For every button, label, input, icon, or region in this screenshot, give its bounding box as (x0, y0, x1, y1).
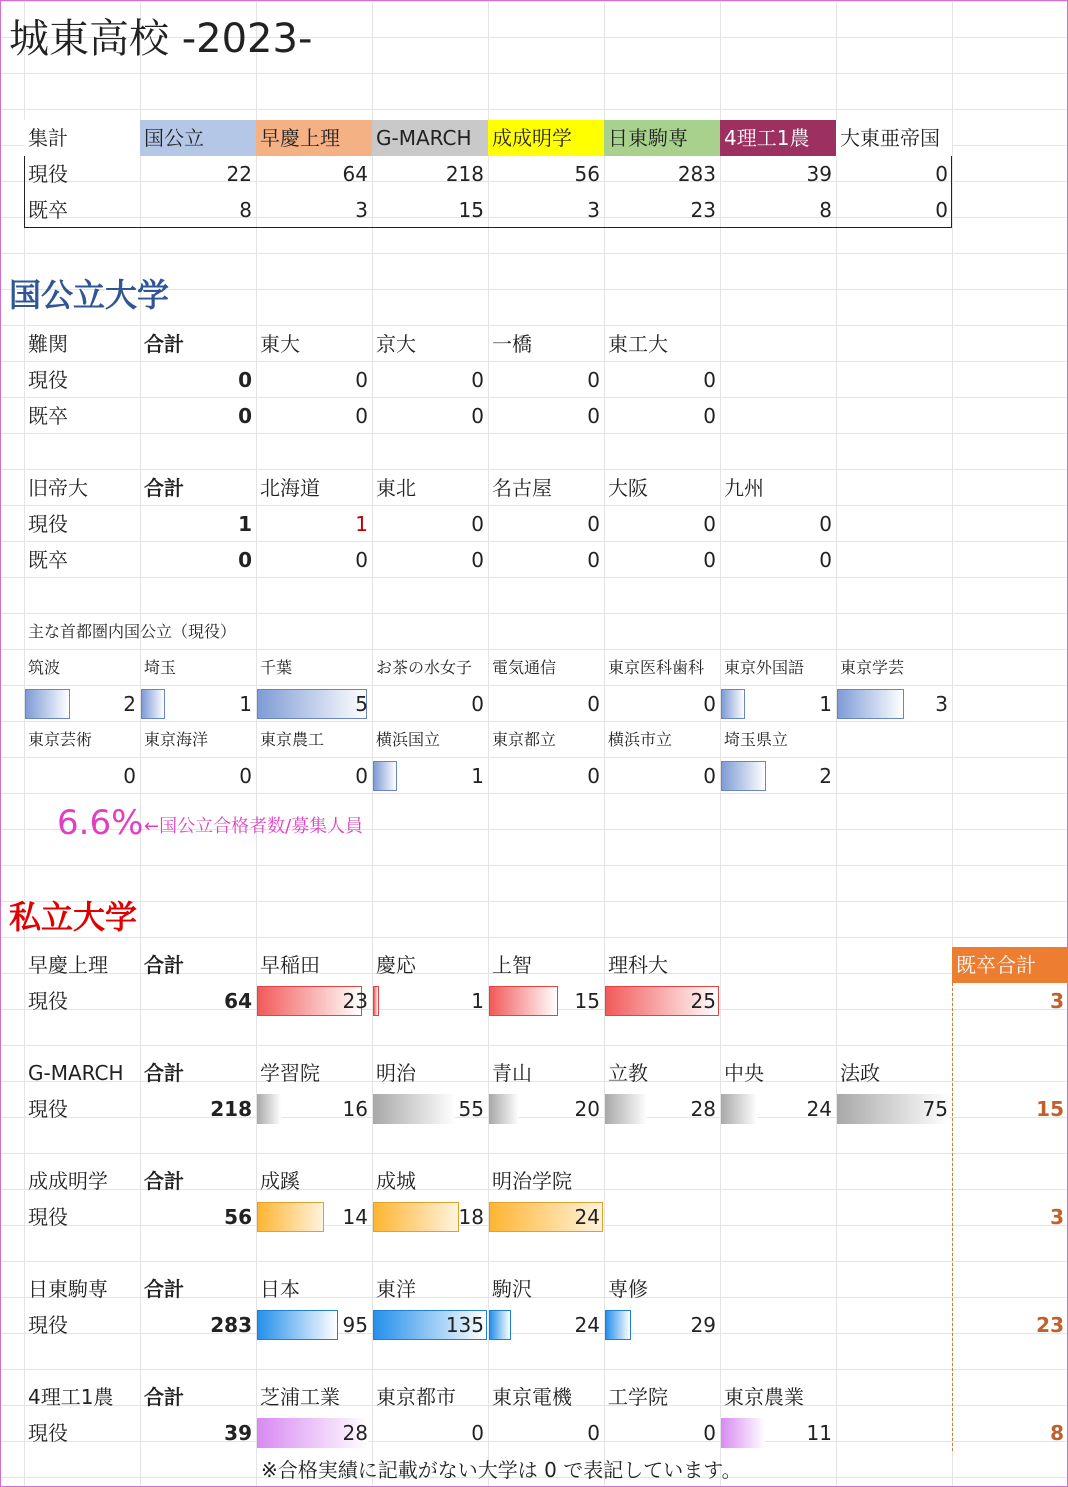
school-name: 北海道 (260, 476, 320, 500)
row-label: 現役 (28, 1313, 68, 1337)
school-name: 東大 (260, 332, 300, 356)
school-value (720, 1415, 836, 1451)
summary-header: G-MARCH (372, 120, 488, 156)
school-value (256, 1307, 372, 1343)
metro-school: 埼玉県立 (724, 730, 789, 749)
group-label: 難関 (28, 332, 68, 356)
data-bar (489, 1094, 519, 1124)
school-value: 0 (587, 368, 600, 392)
metro-value (24, 758, 140, 794)
bar-value: 29 (690, 1313, 716, 1337)
group-label: 4理工1農 (28, 1385, 114, 1409)
metro-school: 電気通信 (492, 658, 557, 677)
school-value: 0 (471, 512, 484, 536)
bar-value: 0 (471, 692, 484, 716)
school-value (256, 1199, 372, 1235)
metro-school: 筑波 (28, 658, 61, 677)
group-label: G-MARCH (28, 1061, 124, 1085)
kisotsu-value: 8 (1050, 1421, 1064, 1445)
bar-value: 0 (587, 1421, 600, 1445)
summary-value: 56 (574, 162, 600, 186)
school-value (372, 1091, 488, 1127)
group-label: 旧帝大 (28, 476, 88, 500)
total-label: 合計 (144, 1061, 184, 1085)
school-name: 明治学院 (492, 1169, 572, 1193)
metro-school: 東京海洋 (144, 730, 209, 749)
row-label: 現役 (28, 512, 68, 536)
metro-value (256, 686, 372, 722)
school-value: 1 (355, 512, 368, 536)
kisotsu-header: 既卒合計 (952, 947, 1068, 983)
school-value: 0 (703, 512, 716, 536)
school-name: 大阪 (608, 476, 648, 500)
school-value: 0 (471, 368, 484, 392)
school-name: 東京都市 (376, 1385, 456, 1409)
total-value: 0 (238, 368, 252, 392)
total-label: 合計 (144, 1277, 184, 1301)
data-bar (257, 1202, 324, 1232)
bar-value: 11 (806, 1421, 832, 1445)
school-value (488, 1199, 604, 1235)
kisotsu-value: 3 (1050, 1205, 1064, 1229)
total-label: 合計 (144, 1385, 184, 1409)
bar-value: 0 (471, 1421, 484, 1445)
data-bar (605, 1094, 647, 1124)
school-name: 成蹊 (260, 1169, 300, 1193)
data-bar (489, 1310, 511, 1340)
data-bar (837, 689, 904, 719)
data-bar (605, 1310, 631, 1340)
school-value (836, 1091, 952, 1127)
school-value (372, 1307, 488, 1343)
school-name: 専修 (608, 1277, 648, 1301)
school-value (372, 1415, 488, 1451)
school-name: 明治 (376, 1061, 416, 1085)
row-label: 現役 (28, 368, 68, 392)
metro-value (140, 758, 256, 794)
school-name: 駒沢 (492, 1277, 532, 1301)
bar-value: 135 (445, 1313, 484, 1337)
school-name: 東北 (376, 476, 416, 500)
total-value: 0 (238, 548, 252, 572)
school-name: 中央 (724, 1061, 764, 1085)
group-label: 成成明学 (28, 1169, 108, 1193)
metro-value (372, 758, 488, 794)
kisotsu-value: 3 (1050, 989, 1064, 1013)
metro-school: 東京学芸 (840, 658, 905, 677)
summary-value: 283 (677, 162, 716, 186)
school-value (488, 1415, 604, 1451)
school-name: 一橋 (492, 332, 532, 356)
row-label: 現役 (28, 1097, 68, 1121)
school-value (604, 1307, 720, 1343)
metro-value (140, 686, 256, 722)
school-value (256, 1415, 372, 1451)
school-value (488, 1091, 604, 1127)
bar-value: 24 (806, 1097, 832, 1121)
metro-school: 東京医科歯科 (608, 658, 705, 677)
school-value (604, 1091, 720, 1127)
school-name: 上智 (492, 953, 532, 977)
bar-value: 0 (355, 764, 368, 788)
bar-value: 75 (922, 1097, 948, 1121)
school-name: 理科大 (608, 953, 668, 977)
school-name: 早稲田 (260, 953, 320, 977)
bar-value: 23 (342, 989, 368, 1013)
metro-school: 千葉 (260, 658, 293, 677)
summary-value: 22 (226, 162, 252, 186)
total-value: 1 (238, 512, 252, 536)
summary-value: 3 (587, 198, 600, 222)
kisotsu-divider (952, 983, 953, 1451)
summary-value: 8 (819, 198, 832, 222)
data-bar (373, 761, 397, 791)
data-bar (257, 1310, 338, 1340)
bar-value: 24 (574, 1313, 600, 1337)
data-bar (373, 1094, 455, 1124)
school-value (256, 983, 372, 1019)
metro-school: 東京都立 (492, 730, 557, 749)
bar-value: 5 (355, 692, 368, 716)
summary-value: 39 (806, 162, 832, 186)
summary-header: 集計 (24, 120, 140, 156)
bar-value: 0 (123, 764, 136, 788)
summary-header: 4理工1農 (720, 120, 836, 156)
metro-value (836, 686, 952, 722)
total-value: 56 (224, 1205, 252, 1229)
metro-title: 主な首都圏内国公立（現役） (28, 622, 237, 641)
school-value: 0 (587, 512, 600, 536)
group-label: 早慶上理 (28, 953, 108, 977)
school-value: 0 (703, 368, 716, 392)
total-label: 合計 (144, 476, 184, 500)
metro-value (24, 686, 140, 722)
data-bar (721, 1418, 765, 1448)
summary-value: 0 (935, 198, 948, 222)
bar-value: 1 (239, 692, 252, 716)
school-value (488, 1307, 604, 1343)
bar-value: 18 (458, 1205, 484, 1229)
row-label: 現役 (28, 989, 68, 1013)
school-name: 東京農業 (724, 1385, 804, 1409)
summary-value: 64 (342, 162, 368, 186)
school-value (372, 983, 488, 1019)
row-label: 既卒 (28, 548, 68, 572)
total-label: 合計 (144, 1169, 184, 1193)
bar-value: 16 (342, 1097, 368, 1121)
data-bar (373, 1202, 459, 1232)
bar-value: 20 (574, 1097, 600, 1121)
national-heading: 国公立大学 (9, 276, 170, 314)
bar-value: 2 (819, 764, 832, 788)
bar-value: 28 (342, 1421, 368, 1445)
school-value (488, 983, 604, 1019)
ratio-value: 6.6% (57, 803, 144, 843)
bar-value: 55 (458, 1097, 484, 1121)
school-name: 名古屋 (492, 476, 552, 500)
metro-value (720, 758, 836, 794)
bar-value: 0 (703, 692, 716, 716)
metro-value (256, 758, 372, 794)
school-value: 0 (819, 512, 832, 536)
kisotsu-value: 15 (1036, 1097, 1064, 1121)
metro-school: 埼玉 (144, 658, 177, 677)
school-name: 学習院 (260, 1061, 320, 1085)
school-name: 九州 (724, 476, 764, 500)
summary-value: 8 (239, 198, 252, 222)
data-bar (257, 1094, 281, 1124)
total-label: 合計 (144, 953, 184, 977)
school-value: 0 (355, 404, 368, 428)
school-value: 0 (587, 404, 600, 428)
school-name: 芝浦工業 (260, 1385, 340, 1409)
school-value: 0 (703, 548, 716, 572)
data-bar (141, 689, 165, 719)
data-bar (721, 761, 766, 791)
school-value: 0 (471, 404, 484, 428)
summary-value: 3 (355, 198, 368, 222)
school-name: 慶応 (376, 953, 416, 977)
metro-school: 東京外国語 (724, 658, 805, 677)
school-name: 日本 (260, 1277, 300, 1301)
data-bar (257, 689, 367, 719)
row-label: 現役 (28, 1421, 68, 1445)
group-label: 日東駒専 (28, 1277, 108, 1301)
school-value (256, 1091, 372, 1127)
bar-value: 95 (342, 1313, 368, 1337)
summary-row-label: 現役 (28, 162, 68, 186)
bar-value: 14 (342, 1205, 368, 1229)
data-bar (25, 689, 70, 719)
metro-value (372, 686, 488, 722)
bar-value: 24 (574, 1205, 600, 1229)
kisotsu-value: 23 (1036, 1313, 1064, 1337)
summary-value: 23 (690, 198, 716, 222)
bar-value: 2 (123, 692, 136, 716)
bar-value: 15 (574, 989, 600, 1013)
school-value (604, 1415, 720, 1451)
school-name: 工学院 (608, 1385, 668, 1409)
school-value (604, 983, 720, 1019)
data-bar (373, 986, 379, 1016)
data-bar (489, 986, 558, 1016)
school-value (372, 1199, 488, 1235)
metro-school: 東京農工 (260, 730, 325, 749)
summary-header: 早慶上理 (256, 120, 372, 156)
metro-school: 東京芸術 (28, 730, 93, 749)
ratio-note: ←国公立合格者数/募集人員 (144, 816, 364, 837)
metro-value (488, 686, 604, 722)
school-value: 0 (703, 404, 716, 428)
summary-header: 成成明学 (488, 120, 604, 156)
metro-value (604, 758, 720, 794)
bar-value: 3 (935, 692, 948, 716)
bar-value: 25 (690, 989, 716, 1013)
total-value: 64 (224, 989, 252, 1013)
bar-value: 0 (239, 764, 252, 788)
row-label: 既卒 (28, 404, 68, 428)
school-name: 法政 (840, 1061, 880, 1085)
metro-value (604, 686, 720, 722)
bar-value: 28 (690, 1097, 716, 1121)
school-name: 成城 (376, 1169, 416, 1193)
total-value: 218 (210, 1097, 252, 1121)
metro-school: 横浜市立 (608, 730, 673, 749)
summary-value: 15 (458, 198, 484, 222)
metro-school: 横浜国立 (376, 730, 441, 749)
metro-value (720, 686, 836, 722)
bar-value: 1 (471, 764, 484, 788)
bar-value: 0 (703, 1421, 716, 1445)
school-name: 立教 (608, 1061, 648, 1085)
summary-value: 218 (445, 162, 484, 186)
bar-value: 0 (587, 764, 600, 788)
data-bar (721, 1094, 757, 1124)
summary-value: 0 (935, 162, 948, 186)
footnote: ※合格実績に記載がない大学は 0 で表記しています。 (261, 1458, 742, 1482)
total-value: 0 (238, 404, 252, 428)
summary-row-label: 既卒 (28, 198, 68, 222)
school-name: 東洋 (376, 1277, 416, 1301)
school-value: 0 (819, 548, 832, 572)
data-bar (721, 689, 745, 719)
bar-value: 1 (819, 692, 832, 716)
metro-school: お茶の水女子 (376, 658, 473, 677)
school-value (720, 1091, 836, 1127)
bar-value: 0 (587, 692, 600, 716)
summary-header: 大東亜帝国 (836, 120, 952, 156)
metro-value (488, 758, 604, 794)
private-heading: 私立大学 (9, 898, 138, 936)
school-name: 青山 (492, 1061, 532, 1085)
school-value: 0 (587, 548, 600, 572)
school-name: 京大 (376, 332, 416, 356)
total-value: 283 (210, 1313, 252, 1337)
summary-header: 日東駒専 (604, 120, 720, 156)
bar-value: 1 (471, 989, 484, 1013)
row-label: 現役 (28, 1205, 68, 1229)
total-label: 合計 (144, 332, 184, 356)
school-name: 東工大 (608, 332, 668, 356)
total-value: 39 (224, 1421, 252, 1445)
summary-header: 国公立 (140, 120, 256, 156)
school-value: 0 (471, 548, 484, 572)
school-name: 東京電機 (492, 1385, 572, 1409)
school-value: 0 (355, 368, 368, 392)
bar-value: 0 (703, 764, 716, 788)
page-title: 城東高校 -2023- (9, 16, 313, 62)
school-value: 0 (355, 548, 368, 572)
